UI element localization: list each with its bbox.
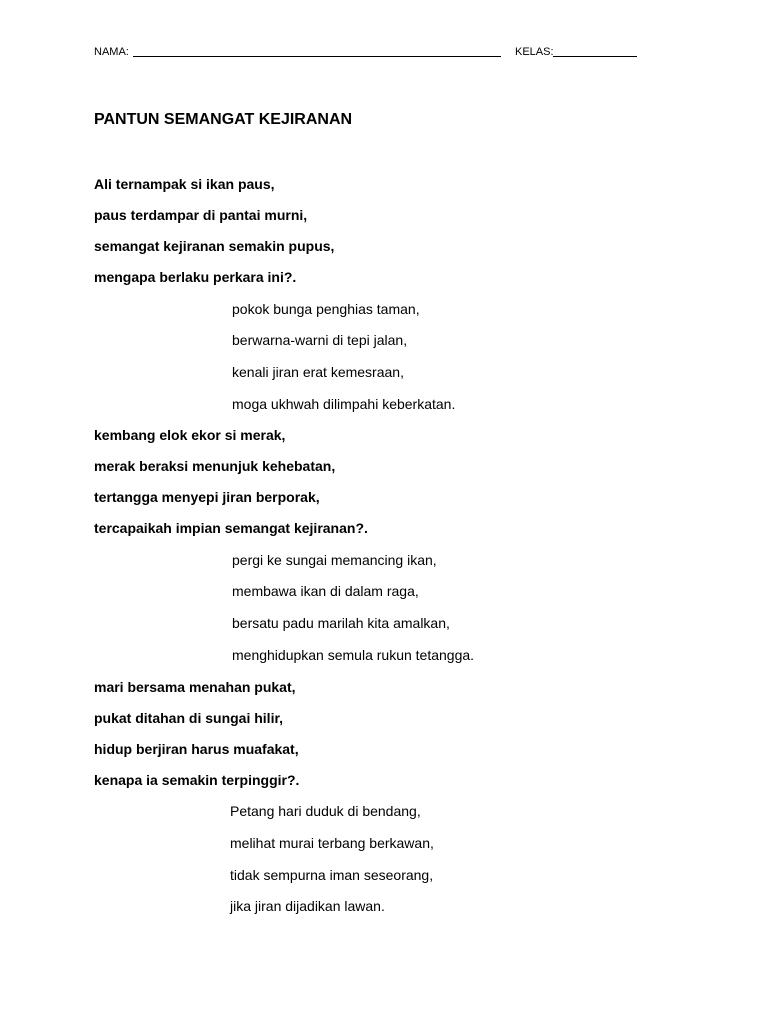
stanza-5-line-3: hidup berjiran harus muafakat, — [94, 741, 299, 757]
stanza-2-line-2: berwarna-warni di tepi jalan, — [232, 332, 408, 348]
stanza-1-line-4: mengapa berlaku perkara ini?. — [94, 269, 297, 285]
stanza-2-line-3: kenali jiran erat kemesraan, — [232, 364, 404, 380]
stanza-3-line-1: kembang elok ekor si merak, — [94, 427, 286, 443]
stanza-3-line-4: tercapaikah impian semangat kejiranan?. — [94, 520, 368, 536]
kelas-field[interactable] — [553, 56, 637, 57]
nama-field[interactable] — [133, 56, 501, 57]
stanza-1-line-3: semangat kejiranan semakin pupus, — [94, 238, 335, 254]
stanza-2-line-1: pokok bunga penghias taman, — [232, 301, 420, 317]
nama-label: NAMA: — [94, 46, 129, 58]
stanza-6-line-1: Petang hari duduk di bendang, — [230, 803, 421, 819]
page-title: PANTUN SEMANGAT KEJIRANAN — [94, 111, 353, 128]
stanza-4-line-3: bersatu padu marilah kita amalkan, — [232, 615, 450, 631]
stanza-4-line-4: menghidupkan semula rukun tetangga. — [232, 647, 475, 663]
stanza-4-line-1: pergi ke sungai memancing ikan, — [232, 552, 437, 568]
stanza-2-line-4: moga ukhwah dilimpahi keberkatan. — [232, 396, 456, 412]
stanza-1-line-1: Ali ternampak si ikan paus, — [94, 176, 275, 192]
stanza-6-line-2: melihat murai terbang berkawan, — [230, 835, 434, 851]
stanza-5-line-2: pukat ditahan di sungai hilir, — [94, 710, 284, 726]
stanza-1-line-2: paus terdampar di pantai murni, — [94, 207, 308, 223]
stanza-5-line-1: mari bersama menahan pukat, — [94, 679, 296, 695]
stanza-3-line-3: tertangga menyepi jiran berporak, — [94, 489, 320, 505]
worksheet-header — [0, 44, 768, 60]
stanza-6-line-4: jika jiran dijadikan lawan. — [230, 898, 385, 914]
stanza-4-line-2: membawa ikan di dalam raga, — [232, 583, 419, 599]
stanza-3-line-2: merak beraksi menunjuk kehebatan, — [94, 458, 336, 474]
kelas-label: KELAS: — [515, 46, 554, 58]
stanza-5-line-4: kenapa ia semakin terpinggir?. — [94, 772, 300, 788]
stanza-6-line-3: tidak sempurna iman seseorang, — [230, 867, 434, 883]
